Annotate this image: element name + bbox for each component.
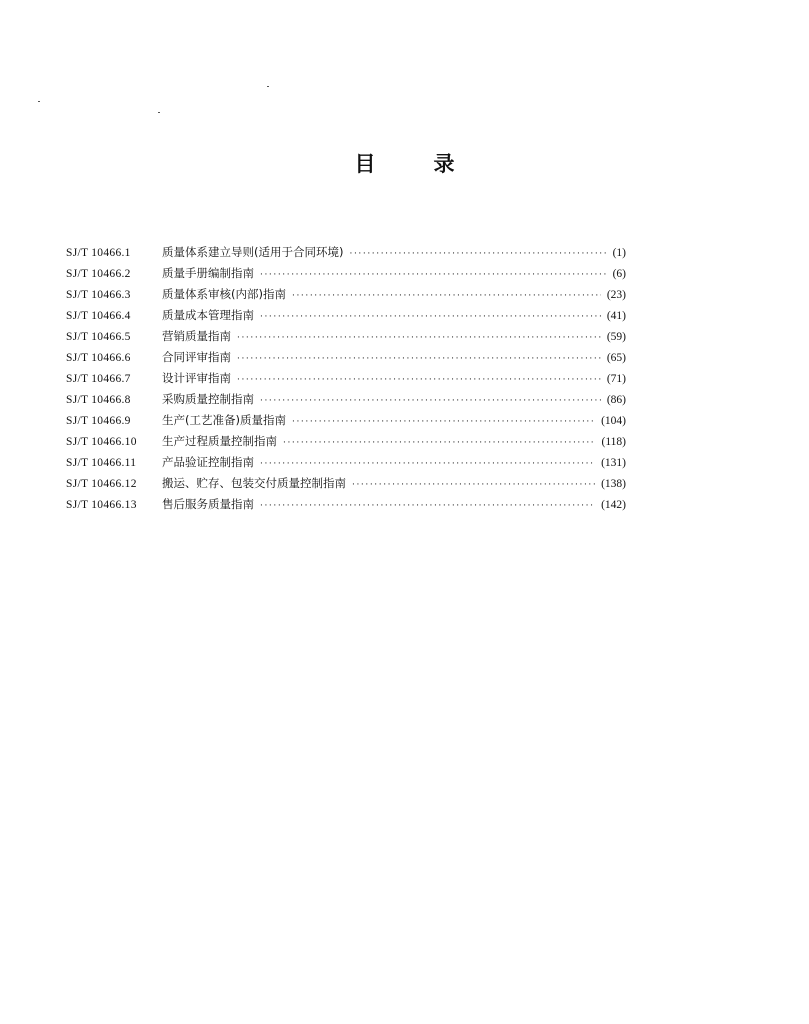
dot-leader xyxy=(237,370,601,391)
standard-code: SJ/T 10466.4 xyxy=(66,310,131,322)
dot-leader xyxy=(260,265,607,286)
entry-title: 质量体系审核(内部)指南 xyxy=(162,287,286,301)
entry-title: 质量成本管理指南 xyxy=(162,308,254,322)
dot-leader xyxy=(260,496,595,517)
page-number: (41) xyxy=(606,310,626,322)
scan-speck xyxy=(267,86,269,87)
toc-entry[interactable] xyxy=(66,284,626,305)
dot-leader xyxy=(237,328,601,349)
title-char-1: 目 xyxy=(354,152,376,176)
toc-entry[interactable] xyxy=(66,347,626,368)
standard-code: SJ/T 10466.3 xyxy=(66,289,131,301)
dot-leader xyxy=(260,391,601,412)
dot-leader xyxy=(283,433,596,454)
toc-entry[interactable] xyxy=(66,326,626,347)
entry-title: 生产(工艺准备)质量指南 xyxy=(162,413,286,427)
page-number: (131) xyxy=(601,457,626,469)
dot-leader xyxy=(292,412,595,433)
table-of-contents xyxy=(66,242,626,515)
standard-code: SJ/T 10466.5 xyxy=(66,331,131,343)
scan-speck xyxy=(158,112,160,113)
dot-leader xyxy=(352,475,595,496)
dot-leader xyxy=(292,286,601,307)
toc-entry[interactable] xyxy=(66,410,626,431)
standard-code: SJ/T 10466.7 xyxy=(66,373,131,385)
page-number: (138) xyxy=(601,478,626,490)
standard-code: SJ/T 10466.13 xyxy=(66,499,137,511)
entry-title: 售后服务质量指南 xyxy=(162,497,254,511)
dot-leader xyxy=(237,349,601,370)
page-title xyxy=(0,148,809,178)
standard-code: SJ/T 10466.12 xyxy=(66,478,137,490)
toc-entry[interactable] xyxy=(66,494,626,515)
entry-title: 质量体系建立导则(适用于合同环境) xyxy=(162,245,344,259)
page-number: (142) xyxy=(601,499,626,511)
toc-entry[interactable] xyxy=(66,305,626,326)
toc-entry[interactable] xyxy=(66,431,626,452)
standard-code: SJ/T 10466.1 xyxy=(66,247,131,259)
page-number: (59) xyxy=(606,331,626,343)
toc-entry[interactable] xyxy=(66,389,626,410)
entry-title: 营销质量指南 xyxy=(162,329,231,343)
entry-title: 设计评审指南 xyxy=(162,371,231,385)
page-number: (118) xyxy=(601,436,626,448)
toc-entry[interactable] xyxy=(66,242,626,263)
page-number: (71) xyxy=(606,373,626,385)
title-char-2: 录 xyxy=(433,152,455,176)
dot-leader xyxy=(260,307,601,328)
page-number: (23) xyxy=(606,289,626,301)
page-number: (6) xyxy=(612,268,626,280)
standard-code: SJ/T 10466.8 xyxy=(66,394,131,406)
page-number: (104) xyxy=(601,415,626,427)
entry-title: 质量手册编制指南 xyxy=(162,266,254,280)
standard-code: SJ/T 10466.11 xyxy=(66,457,137,469)
scan-speck xyxy=(38,101,40,102)
entry-title: 合同评审指南 xyxy=(162,350,231,364)
toc-entry[interactable] xyxy=(66,263,626,284)
page-number: (1) xyxy=(612,247,626,259)
standard-code: SJ/T 10466.2 xyxy=(66,268,131,280)
toc-entry[interactable] xyxy=(66,368,626,389)
entry-title: 采购质量控制指南 xyxy=(162,392,254,406)
entry-title: 生产过程质量控制指南 xyxy=(162,434,277,448)
toc-entry[interactable] xyxy=(66,452,626,473)
standard-code: SJ/T 10466.6 xyxy=(66,352,131,364)
entry-title: 搬运、贮存、包装交付质量控制指南 xyxy=(162,476,346,490)
dot-leader xyxy=(349,244,606,265)
page-number: (86) xyxy=(606,394,626,406)
entry-title: 产品验证控制指南 xyxy=(162,455,254,469)
standard-code: SJ/T 10466.9 xyxy=(66,415,131,427)
toc-entry[interactable] xyxy=(66,473,626,494)
standard-code: SJ/T 10466.10 xyxy=(66,436,137,448)
dot-leader xyxy=(260,454,595,475)
page-number: (65) xyxy=(606,352,626,364)
